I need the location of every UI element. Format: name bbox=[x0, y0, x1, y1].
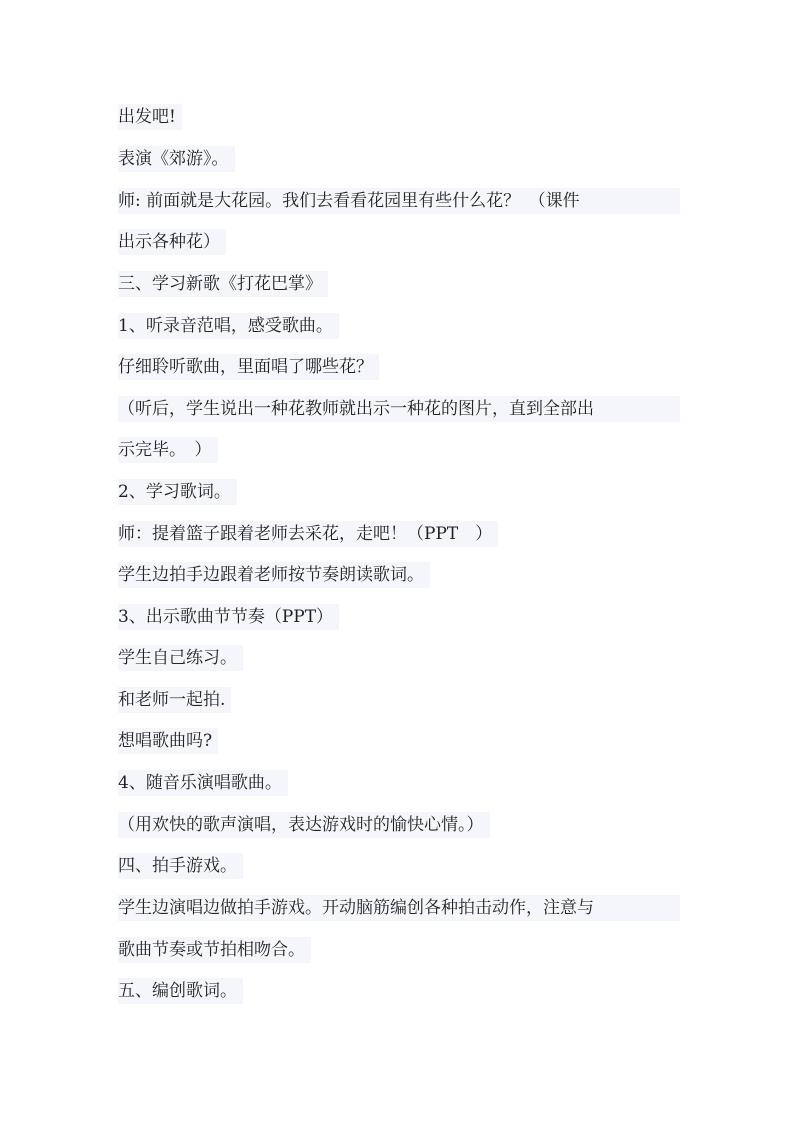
text-line: 2、学习歌词。 bbox=[118, 479, 237, 505]
section-heading: 四、拍手游戏。 bbox=[118, 853, 243, 879]
text-line: 示完毕。 ） bbox=[118, 437, 218, 463]
section-heading: 五、编创歌词。 bbox=[118, 978, 243, 1004]
text-line: 4、随音乐演唱歌曲。 bbox=[118, 770, 288, 796]
text-line: 3、出示歌曲节节奏（PPT） bbox=[118, 604, 339, 630]
text-line: 歌曲节奏或节拍相吻合。 bbox=[118, 937, 311, 963]
text-line: 学生边演唱边做拍手游戏。开动脑筋编创各种拍击动作，注意与 bbox=[118, 895, 680, 921]
text-line: 师：提着篮子跟着老师去采花，走吧！（PPT ） bbox=[118, 521, 498, 547]
text-line: （听后，学生说出一种花教师就出示一种花的图片，直到全部出 bbox=[118, 396, 680, 422]
text-line: 师: 前面就是大花园。我们去看看花园里有些什么花？ （课件 bbox=[118, 188, 680, 214]
text-line: 学生边拍手边跟着老师按节奏朗读歌词。 bbox=[118, 562, 430, 588]
text-line: 和老师一起拍. bbox=[118, 687, 231, 713]
text-line: 学生自己练习。 bbox=[118, 645, 243, 671]
text-line: 想唱歌曲吗? bbox=[118, 728, 218, 754]
text-line: 1、听录音范唱，感受歌曲。 bbox=[118, 313, 339, 339]
text-line: 仔细聆听歌曲，里面唱了哪些花？ bbox=[118, 354, 379, 380]
text-line: 出示各种花） bbox=[118, 229, 226, 255]
text-line: 出发吧! bbox=[118, 104, 182, 130]
text-line: 表演《郊游》。 bbox=[118, 146, 235, 172]
text-line: （用欢快的歌声演唱，表达游戏时的愉快心情。） bbox=[118, 812, 490, 838]
section-heading: 三、学习新歌《打花巴掌》 bbox=[118, 271, 328, 297]
